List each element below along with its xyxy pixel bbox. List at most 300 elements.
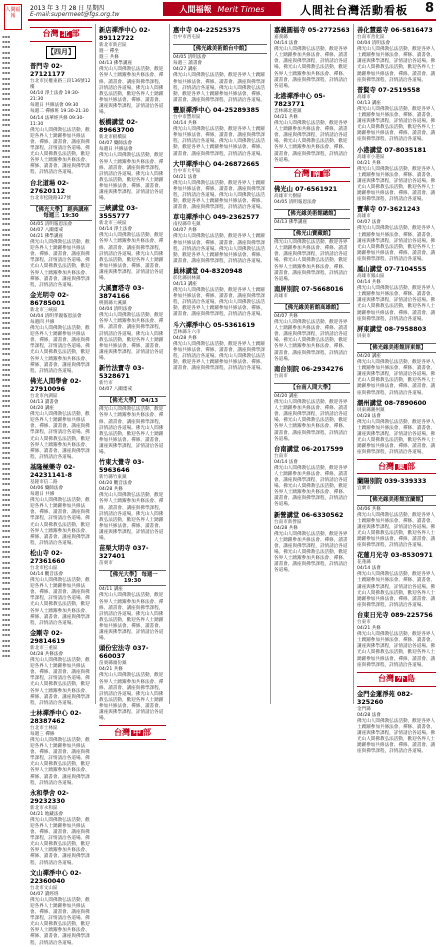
center-title: 三峽講堂 <box>99 205 127 213</box>
event-item: 04/14 法會 <box>274 459 298 465</box>
center-title: 南台別院 <box>274 365 302 373</box>
center-title: 南屏別院 <box>274 285 302 293</box>
margin-mark: ▪▪▪ <box>2 49 11 55</box>
region-prefix: 台灣 <box>42 29 59 39</box>
center-entry <box>30 630 92 707</box>
center-entry <box>274 446 350 509</box>
event-item: 04/04 清明孝親報恩法會 <box>30 313 82 319</box>
event-item: 04/07 法會 <box>357 220 381 226</box>
center-phone[interactable]: 037-327401 <box>99 545 149 561</box>
margin-mark: ▪▪▪ <box>2 200 11 206</box>
margin-mark: ▪▪▪ <box>2 481 11 487</box>
margin-mark: ▪▪▪ <box>2 262 11 268</box>
center-phone[interactable]: 06-6330562 <box>301 511 344 519</box>
event-description: 佛光山人間佛教弘法活動，歡迎各界人士踴躍參加共修法會、禪修、讀書會、講座與佛學課程，詳情請洽各道場。佛光山人間佛教弘法活動，歡迎各界人士踴躍參加共修法會、禪修、讀書會、講座與佛學課程，詳情請洽各道場。 <box>274 531 348 574</box>
margin-mark: ▪▪▪ <box>2 575 11 581</box>
region-header-south <box>274 167 350 182</box>
center-address: 基隆市信二路 <box>30 479 58 485</box>
margin-mark: ▪▪▪ <box>2 164 11 170</box>
margin-mark: ▪▪▪ <box>2 179 11 185</box>
margin-mark: ▪▪▪ <box>2 86 11 92</box>
event-description: 佛光山人間佛教弘法活動，歡迎各界人士踴躍參加共修法會、禪修、讀書會、講座與佛學課程，詳情請洽各道場。佛光山人間佛教弘法活動，歡迎各界人士踴躍參加共修法會、禪修、讀書會、講座與佛學課程，詳情請洽各道場。 <box>30 817 90 866</box>
event-item: 週三 共修 <box>99 55 119 61</box>
event-description: 佛光山人間佛教弘法活動，歡迎各界人士踴躍參加共修法會、禪修、讀書會、講座與佛學課程，詳情請洽各道場。佛光山人間佛教弘法活動，歡迎各界人士踴躍參加共修法會、禪修、讀書會、講座與佛學課程，詳情請洽各道場。 <box>99 233 164 281</box>
region-prefix: 台灣 <box>378 674 394 684</box>
center-phone[interactable]: 03-5963646 <box>99 459 145 475</box>
margin-mark: ▪▪▪ <box>2 122 11 128</box>
center-entry <box>357 326 436 397</box>
center-entry <box>357 552 436 609</box>
event-item: 04/28 共修法會 <box>30 651 64 657</box>
margin-mark: ▪▪▪ <box>2 39 11 45</box>
center-phone[interactable]: 03-3874166 <box>99 285 145 301</box>
center-title: 大甲禪淨中心 <box>173 160 213 168</box>
event-item: 每週三 讀書會 <box>173 61 203 67</box>
center-entry <box>99 459 166 542</box>
margin-mark: ▪▪▪ <box>2 101 11 107</box>
center-title: 善化慧慈寺 <box>357 27 391 34</box>
event-item: 04/28 法會 <box>357 712 381 718</box>
margin-mark: ▪▪▪ <box>2 80 11 86</box>
center-title: 文山禪淨中心 <box>30 869 70 877</box>
center-title: 蘭陽別院 <box>357 478 385 486</box>
margin-mark: ▪▪▪ <box>2 491 11 497</box>
center-title: 草屯禪淨中心 <box>173 214 213 222</box>
center-address: 高雄市 <box>357 214 371 220</box>
center-address: 花蓮縣 <box>357 560 371 566</box>
center-address: 台北市松山區 <box>30 565 58 571</box>
event-description: 佛光山人間佛教弘法活動，歡迎各界人士踴躍參加共修法會、禪修、讀書會、講座與佛學課程，詳情請洽各道場。佛光山人間佛教弘法活動，歡迎各界人士踴躍參加共修法會、禪修、讀書會、講座與佛學課程，詳情請洽各道場。 <box>30 498 90 546</box>
center-entry <box>173 268 267 319</box>
margin-mark: ▪▪▪ <box>2 543 11 549</box>
center-name <box>30 63 92 79</box>
center-name <box>30 180 92 196</box>
event-item: 04/21 共修 <box>357 626 381 632</box>
event-description: 佛光山人間佛教弘法活動，歡迎各界人士踴躍參加共修法會、禪修、讀書會、講座與佛學課程，詳情請洽各道場。佛光山人間佛教弘法活動，歡迎各界人士踴躍參加共修法會、禪修、讀書會、講座與佛學課程，詳情請洽各道場。 <box>99 407 164 455</box>
margin-mark: ▪▪▪ <box>2 106 11 112</box>
center-name <box>99 545 166 561</box>
center-address: 雲林縣北港鎮 <box>274 108 302 114</box>
event-description: 佛光山人間佛教弘法活動，歡迎各界人士踴躍參加共修法會、禪修、讀書會、講座與佛學課程，詳情請洽各道場。佛光山人間佛教弘法活動，歡迎各界人士踴躍參加共修法會、禪修、讀書會、講座與佛學課程，詳情請洽各道場。 <box>357 47 436 83</box>
event-item: 04/28 法會 <box>357 413 381 419</box>
center-entry <box>99 545 166 642</box>
masthead-english: Merit Times <box>217 4 265 14</box>
event-item: 04/20 觀音法會 <box>99 481 133 487</box>
contact-email[interactable]: E-mail:supermeet@fgs.org.tw <box>30 11 120 18</box>
event-item: 04/05 清明法會 <box>173 55 207 61</box>
center-name <box>99 119 166 135</box>
event-description: 佛光山人間佛教弘法活動，歡迎各界人士踴躍參加共修法會、禪修、讀書會、講座與佛學課程，詳情請洽各道場。佛光山人間佛教弘法活動，歡迎各界人士踴躍參加共修法會、禪修、讀書會、講座與佛學課程，詳情請洽各道場。 <box>173 341 265 372</box>
center-name <box>357 147 436 155</box>
margin-mark: ▪▪▪ <box>2 314 11 320</box>
event-item: 04/21 共修 <box>357 160 381 166</box>
center-address: 高雄市鳳山區 <box>357 274 385 279</box>
center-phone[interactable]: 04-26872665 <box>212 160 260 168</box>
event-item: 04/21 共修 <box>99 667 123 673</box>
center-address: 台南市 <box>274 373 288 379</box>
center-address: 雲林縣斗六市 <box>173 329 201 335</box>
center-phone[interactable]: 04-8320948 <box>200 267 243 275</box>
margin-mark: ▪▪▪ <box>2 382 11 388</box>
center-list <box>274 27 350 164</box>
event-section-title: 【佛光緣美術館宜蘭館】 <box>357 495 436 505</box>
center-phone[interactable]: 039-339333 <box>384 478 427 486</box>
margin-mark: ▪▪▪ <box>2 158 11 164</box>
margin-mark: ▪▪▪ <box>2 517 11 523</box>
event-item: 04/14 共修 <box>173 121 197 127</box>
center-address: 新北市三峽區 <box>30 307 58 313</box>
event-description: 佛光山人間佛教弘法活動，歡迎各界人士踴躍參加共修法會、禪修、讀書會、講座與佛學課程，詳情請洽各道場。佛光山人間佛教弘法活動，歡迎各界人士踴躍參加共修法會、禪修、讀書會、講座與佛學課程，詳情請洽各道場。 <box>99 313 164 361</box>
event-item: 04/28 共修 <box>173 335 197 341</box>
margin-mark: ▪▪▪ <box>2 590 11 596</box>
margin-mark: ▪▪▪ <box>2 549 11 555</box>
center-phone[interactable]: 02-28387462 <box>30 709 82 725</box>
center-name <box>357 400 436 408</box>
center-address: 高雄市大樹區 <box>274 193 302 199</box>
center-phone[interactable]: 05-5361619 <box>212 321 256 329</box>
margin-mark: ▪▪▪ <box>2 273 11 279</box>
center-name <box>357 27 436 35</box>
center-address: 新北市永和區 <box>30 805 58 811</box>
center-name <box>357 266 436 274</box>
center-address: 桃園縣大溪鎮 <box>99 301 127 307</box>
event-section-title: 【台南人間大學】 <box>274 383 350 393</box>
event-description: 佛光山人間佛教弘法活動，歡迎各界人士踴躍參加共修法會、禪修、讀書會、講座與佛學課程，詳情請洽各道場。佛光山人間佛教弘法活動，歡迎各界人士踴躍參加共修法會、禪修、讀書會、講座與佛學課程，詳情請洽各道場。 <box>357 718 436 755</box>
center-title: 鳳山講堂 <box>357 266 385 273</box>
margin-mark: ▪▪▪ <box>2 340 11 346</box>
margin-mark: ▪▪▪ <box>2 403 11 409</box>
margin-mark: ▪▪▪ <box>2 242 11 248</box>
event-item: 04/14 法會 <box>357 566 381 572</box>
margin-mark: ▪▪▪ <box>2 393 11 399</box>
margin-mark: ▪▪▪ <box>2 44 11 50</box>
margin-mark: ▪▪▪ <box>2 637 11 643</box>
margin-mark: ▪▪▪ <box>2 408 11 414</box>
margin-mark: ▪▪▪ <box>2 34 11 39</box>
center-name <box>173 268 267 276</box>
margin-mark: ▪▪▪ <box>2 502 11 508</box>
event-description: 佛光山人間佛教弘法活動，歡迎各界人士踴躍參加共修法會、禪修、讀書會、講座與佛學課程，詳情請洽各道場。佛光山人間佛教弘法活動，歡迎各界人士踴躍參加共修法會、禪修、讀書會、講座與佛學課程，詳情請洽各道場。 <box>99 153 164 202</box>
center-phone[interactable]: 08-7890600 <box>384 399 427 407</box>
event-item: 04/06 共修 <box>357 506 381 512</box>
center-phone[interactable]: 03-3555777 <box>99 205 138 221</box>
center-entry <box>99 205 166 282</box>
page-title: 人間社台灣活動看板 <box>300 4 408 17</box>
event-description: 佛光山人間佛教弘法活動，歡迎各界人士踴躍參加共修法會、禪修、讀書會、講座與佛學課程，詳情請洽各道場。佛光山人間佛教弘法活動，歡迎各界人士踴躍參加共修法會、禪修、讀書會、講座與佛學課程，詳情請洽各道場。 <box>274 400 348 442</box>
event-description: 佛光山人間佛教弘法活動，歡迎各界人士踴躍參加共修法會、禪修、讀書會、講座與佛學課程，詳情請洽各道場。佛光山人間佛教弘法活動，歡迎各界人士踴躍參加共修法會、禪修、讀書會、講座與佛學課程，詳情請洽各道場。 <box>357 512 436 549</box>
margin-mark: ▪▪▪ <box>2 60 11 66</box>
newspaper-logo: 人間福報 <box>4 4 22 30</box>
margin-mark: ▪▪▪ <box>2 647 11 653</box>
center-entry <box>274 366 350 443</box>
margin-mark: ▪▪▪ <box>2 283 11 289</box>
event-item: 04/27 講座 <box>173 67 197 73</box>
margin-mark: ▪▪▪ <box>2 580 11 586</box>
margin-mark: ▪▪▪ <box>2 533 11 539</box>
center-phone[interactable]: 049-2362577 <box>212 214 260 222</box>
center-address: 台南市善化區 <box>357 35 385 40</box>
margin-mark: ▪▪▪ <box>2 320 11 326</box>
center-address: 台北市文山區 <box>30 885 58 891</box>
center-title: 小港講堂 <box>357 146 385 154</box>
center-address: 台中市大甲區 <box>173 168 201 174</box>
center-name <box>274 286 350 294</box>
event-item: 04/07 八關齋戒 <box>99 387 133 393</box>
margin-mark: ▪▪▪ <box>2 112 11 118</box>
center-phone[interactable]: 04-22525375 <box>194 27 241 34</box>
event-description: 佛光山人間佛教弘法活動，歡迎各界人士踴躍參加共修法會、禪修、讀書會、講座與佛學課程，詳情請洽各道場。佛光山人間佛教弘法活動，歡迎各界人士踴躍參加共修法會、禪修、讀書會、講座與佛學課程，詳情請洽各道場。 <box>274 320 348 362</box>
center-name <box>274 93 350 109</box>
center-entry <box>30 710 92 787</box>
center-title: 佛光山 <box>274 185 296 193</box>
center-name <box>357 326 436 334</box>
region-highlight: 外 <box>397 674 405 684</box>
margin-mark: ▪▪▪ <box>2 601 11 607</box>
region-highlight: 北 <box>61 29 70 39</box>
event-description: 佛光山人間佛教弘法活動，歡迎各界人士踴躍參加共修法會、禪修、讀書會、講座與佛學課程，詳情請洽各道場。佛光山人間佛教弘法活動，歡迎各界人士踴躍參加共修法會、禪修、讀書會、講座與佛學課程，詳情請洽各道場。 <box>357 106 436 143</box>
margin-mark: ▪▪▪ <box>2 247 11 253</box>
center-phone[interactable]: 03-8530971 <box>390 552 433 560</box>
center-phone[interactable]: 07-5668016 <box>301 285 344 293</box>
center-phone[interactable]: 06-5816473 <box>390 27 433 34</box>
center-phone[interactable]: 02-89663700 <box>99 119 138 135</box>
masthead-chinese: 人間福報 <box>179 4 212 14</box>
column-5 <box>355 24 438 755</box>
center-title: 台南講堂 <box>274 445 302 453</box>
event-item: 04/28 共修 <box>274 525 298 531</box>
center-title: 花蓮月光寺 <box>357 552 391 560</box>
margin-mark: ▪▪▪ <box>2 117 11 123</box>
event-description: 佛光山人間佛教弘法活動，歡迎各界人士踴躍參加共修法會、禪修、讀書會、講座與佛學課程，詳情請洽各道場。佛光山人間佛教弘法活動，歡迎各界人士踴躍參加共修法會、禪修、讀書會、講座與佛學課程，詳情請洽各道場。 <box>30 737 90 786</box>
event-item: 04/28 共修 <box>99 487 123 493</box>
center-phone[interactable]: 08-7958803 <box>384 325 427 333</box>
center-title: 台東日光寺 <box>357 611 391 619</box>
margin-mark: ▪▪▪ <box>2 497 11 503</box>
center-phone[interactable]: 04-25289385 <box>212 106 260 114</box>
center-phone[interactable]: 02-29814619 <box>30 629 66 645</box>
center-phone[interactable]: 02-27361660 <box>30 549 66 565</box>
center-entry <box>357 27 436 84</box>
month-label: 【四月】 <box>46 46 76 59</box>
center-name <box>99 27 166 43</box>
center-phone[interactable]: 07-6561921 <box>295 185 338 193</box>
center-phone[interactable]: 02-27620112 <box>30 179 69 195</box>
center-entry <box>30 292 92 375</box>
center-address: 高雄市 <box>357 94 371 100</box>
margin-mark: ▪▪▪ <box>2 616 11 622</box>
center-title: 苗栗大明寺 <box>99 545 133 553</box>
center-phone[interactable]: 037-660037 <box>99 645 149 661</box>
event-item: 04/14 淨土法會 <box>99 227 133 233</box>
event-item: 04/13 佛學講座 <box>99 61 133 67</box>
column-divider <box>95 24 96 704</box>
center-name <box>30 630 92 646</box>
center-title: 嘉義圓福寺 <box>274 27 308 34</box>
event-item: 04/14 法華經共修 09:30-11:30 <box>30 115 85 127</box>
margin-mark: ▪▪▪ <box>2 309 11 315</box>
center-address: 新北市新店區 <box>99 43 127 48</box>
center-title: 基隆極樂寺 <box>30 463 64 471</box>
region-suffix: 部 <box>71 29 80 39</box>
center-title: 松山寺 <box>30 549 52 557</box>
margin-mark: ▪▪▪ <box>2 627 11 633</box>
margin-mark: ▪▪▪ <box>2 257 11 263</box>
center-name <box>99 205 166 221</box>
event-description: 佛光山人間佛教弘法活動，歡迎各界人士踴躍參加共修法會、禪修、讀書會、講座與佛學課程，詳情請洽各道場。佛光山人間佛教弘法活動，歡迎各界人士踴躍參加共修法會、禪修、讀書會、講座與佛學課程，詳情請洽各道場。 <box>30 658 90 706</box>
center-entry <box>357 266 436 323</box>
margin-mark: ▪▪▪ <box>2 96 11 102</box>
center-entry <box>357 87 436 144</box>
margin-mark: ▪▪▪ <box>2 538 11 544</box>
center-address: 台南市 <box>274 453 288 459</box>
center-entry <box>30 464 92 547</box>
center-phone[interactable]: 02-22360040 <box>30 869 82 885</box>
margin-mark: ▪▪▪ <box>2 346 11 352</box>
margin-mark: ▪▪▪ <box>2 377 11 383</box>
center-phone[interactable]: 02-86785001 <box>30 291 69 307</box>
event-description: 佛光山人間佛教弘法活動，歡迎各界人士踴躍參加共修法會、禪修、讀書會、講座與佛學課程，詳情請洽各道場。佛光山人間佛教弘法活動，歡迎各界人士踴躍參加共修法會、禪修、讀書會、講座與佛學課程，詳情請洽各道場。 <box>99 67 164 116</box>
margin-mark: ▪▪▪ <box>2 148 11 154</box>
center-entry <box>99 285 166 362</box>
center-entry <box>173 107 267 158</box>
margin-mark: ▪▪▪ <box>2 372 11 378</box>
margin-mark: ▪▪▪ <box>2 471 11 477</box>
center-entry <box>274 286 350 363</box>
center-phone[interactable]: 06-2017599 <box>301 445 344 453</box>
margin-mark: ▪▪▪ <box>2 91 11 97</box>
event-description: 佛光山人間佛教弘法活動，歡迎各界人士踴躍參加共修法會、禪修、讀書會、講座與佛學課程，詳情請洽各道場。佛光山人間佛教弘法活動，歡迎各界人士踴躍參加共修法會、禪修、讀書會、講座與佛學課程，詳情請洽各道場。 <box>357 286 436 322</box>
center-phone[interactable]: 03-5328671 <box>99 365 145 381</box>
event-description: 佛光山人間佛教弘法活動，歡迎各界人士踴躍參加共修法會、禪修、讀書會、講座與佛學課程，詳情請洽各道場。佛光山人間佛教弘法活動，歡迎各界人士踴躍參加共修法會、禪修、讀書會、講座與佛學課程，詳情請洽各道場。 <box>30 127 90 176</box>
event-item: 每週日 共修法會 <box>99 147 133 153</box>
center-address: 南投縣草屯鎮 <box>173 222 201 228</box>
event-section-title: 【佛光山寶藏館】 <box>274 229 350 239</box>
center-phone[interactable]: 089-225756 <box>390 611 433 619</box>
center-title: 斗六禪淨中心 <box>173 321 213 329</box>
margin-mark: ▪▪▪ <box>2 210 11 216</box>
center-title: 大溪寶塔寺 <box>99 285 133 293</box>
region-prefix: 台灣 <box>293 169 310 179</box>
event-item: 04/21 佛學講座 <box>30 233 64 239</box>
region-header-outer-islands <box>357 672 436 687</box>
center-entry <box>357 400 436 457</box>
margin-mark: ▪▪▪ <box>2 268 11 274</box>
center-name <box>173 107 267 115</box>
event-item: 每週四 共修 <box>30 320 55 325</box>
event-item: 04/07 藥師法會 <box>99 141 133 147</box>
center-title: 永和學舍 <box>30 789 58 797</box>
center-phone[interactable]: 02-27121177 <box>30 63 66 78</box>
margin-mark: ▪▪▪ <box>2 299 11 305</box>
margin-mark: ▪▪▪ <box>2 434 11 440</box>
margin-mark: ▪▪▪ <box>2 351 11 357</box>
margin-mark: ▪▪▪ <box>2 75 11 81</box>
margin-mark: ▪▪▪ <box>2 554 11 560</box>
event-description: 佛光山人間佛教弘法活動，歡迎各界人士踴躍參加共修法會、禪修、讀書會、講座與佛學課程，詳情請洽各道場。佛光山人間佛教弘法活動，歡迎各界人士踴躍參加共修法會、禪修、讀書會、講座與佛學課程，詳情請洽各道場。 <box>99 593 164 642</box>
margin-mark: ▪▪▪ <box>2 585 11 591</box>
center-entry <box>30 378 92 461</box>
event-item: 04/07 讀經班 <box>30 891 59 897</box>
center-title: 潮州講堂 <box>357 399 385 407</box>
center-address: 台南市新營區 <box>274 519 302 525</box>
margin-mark: ▪▪▪ <box>2 523 11 529</box>
margin-mark: ▪▪▪ <box>2 465 11 471</box>
event-item: 04/14 觀音法會 <box>30 572 64 577</box>
event-item: 04/05 清明報恩法會 <box>274 199 317 205</box>
region-highlight: 中 <box>133 727 141 737</box>
margin-mark: ▪▪▪ <box>2 288 11 294</box>
center-phone[interactable]: 07-7104555 <box>384 266 427 273</box>
center-phone[interactable]: 02-89112722 <box>99 27 151 42</box>
center-title: 金光明寺 <box>30 291 58 299</box>
center-phone[interactable]: 02-24231141-8 <box>30 463 76 479</box>
center-title: 金剛寺 <box>30 629 52 637</box>
region-header-east <box>357 459 436 474</box>
event-item: 04/10 淨土法會 19:30-21:30 <box>30 91 80 103</box>
center-name <box>99 645 166 661</box>
center-entry <box>173 214 267 265</box>
issue-date: 2013 年 3 月 28 日 星期四 <box>30 5 105 12</box>
center-phone[interactable]: 07-3621243 <box>378 206 421 214</box>
center-address: 台北市民權東路三段136號12樓 <box>30 79 91 91</box>
event-description: 佛光山人間佛教弘法活動，歡迎各界人士踴躍參加共修法會、禪修、讀書會、講座與佛學課程，詳情請洽各道場。佛光山人間佛教弘法活動，歡迎各界人士踴躍參加共修法會、禪修、讀書會、講座與佛學課程，詳情請洽各道場。 <box>357 166 436 203</box>
center-phone[interactable]: 06-2934276 <box>301 365 344 373</box>
margin-mark: ▪▪▪ <box>2 216 11 222</box>
margin-mark: ▪▪▪ <box>2 429 11 435</box>
center-address: 新北市板橋區 <box>99 135 127 141</box>
margin-mark: ▪▪▪ <box>2 450 11 456</box>
center-address: 苗栗縣頭份鎮 <box>99 661 127 667</box>
center-name <box>173 322 267 330</box>
center-name <box>357 87 436 95</box>
center-name <box>274 512 350 520</box>
event-item: 04/21 共修 <box>274 114 298 120</box>
event-item: 每週二 禪修班 19:30-21:30 <box>30 109 89 115</box>
header-rule <box>28 19 436 21</box>
center-name <box>30 292 92 308</box>
center-name <box>173 27 267 35</box>
center-phone[interactable]: 07-8035181 <box>384 146 427 154</box>
event-description: 佛光山人間佛教弘法活動，歡迎各界人士踴躍參加共修法會、禪修、讀書會、講座與佛學課程，詳情請洽各道場。佛光山人間佛教弘法活動，歡迎各界人士踴躍參加共修法會、禪修、讀書會、講座與佛學課程，詳情請洽各道場。 <box>30 326 90 374</box>
event-section-title: 【佛光大學】 04/13 <box>99 396 166 406</box>
margin-mark: ▪▪▪ <box>2 127 11 133</box>
event-description: 佛光山人間佛教弘法活動，歡迎各界人士踴躍參加共修法會、禪修、讀書會、講座與佛學課程，詳情請洽各道場。佛光山人間佛教弘法活動，歡迎各界人士踴躍參加共修法會、禪修、讀書會、講座與佛學課程，詳情請洽各道場。 <box>30 240 90 288</box>
event-section-title: 【佛光大學】 經典講座 每週三 19:30 <box>30 205 92 221</box>
margin-mark: ▪▪▪ <box>2 278 11 284</box>
margin-mark: ▪▪▪ <box>2 460 11 466</box>
event-item: 04/07 共修 <box>173 228 197 234</box>
center-name <box>30 464 92 480</box>
margin-mark: ▪▪▪ <box>2 184 11 190</box>
event-item: 04/04 清明法會 <box>99 307 133 313</box>
center-phone[interactable]: 05-2772563 <box>307 27 350 34</box>
margin-mark: ▪▪▪ <box>2 642 11 648</box>
center-title: 佛光人間學會 <box>30 377 70 385</box>
center-phone[interactable]: 02-27910096 <box>30 377 82 393</box>
margin-mark: ▪▪▪ <box>2 174 11 180</box>
column-1 <box>28 24 94 946</box>
event-item: 04/13 佛學講座 <box>274 219 308 225</box>
center-phone[interactable]: 02-29232330 <box>30 789 69 805</box>
event-description: 佛光山人間佛教弘法活動，歡迎各界人士踴躍參加共修法會、禪修、讀書會、講座與佛學課程，詳情請洽各道場。佛光山人間佛教弘法活動，歡迎各界人士踴躍參加共修法會、禪修、讀書會、講座與佛學課程，詳情請洽各道場。 <box>173 288 265 318</box>
center-phone[interactable]: 07-2519558 <box>378 86 421 94</box>
event-description: 佛光山人間佛教弘法活動，歡迎各界人士踴躍參加共修法會、禪修、讀書會、講座與佛學課程，詳情請洽各道場。佛光山人間佛教弘法活動，歡迎各界人士踴躍參加共修法會、禪修、讀書會、講座與佛學課程，詳情請洽各道場。 <box>173 127 265 157</box>
center-phone[interactable]: 05-7823771 <box>274 92 326 108</box>
margin-mark: ▪▪▪ <box>2 231 11 237</box>
center-phone[interactable]: 082-325260 <box>357 690 413 706</box>
margin-mark: ▪▪▪ <box>2 621 11 627</box>
margin-mark: ▪▪▪ <box>2 653 11 659</box>
